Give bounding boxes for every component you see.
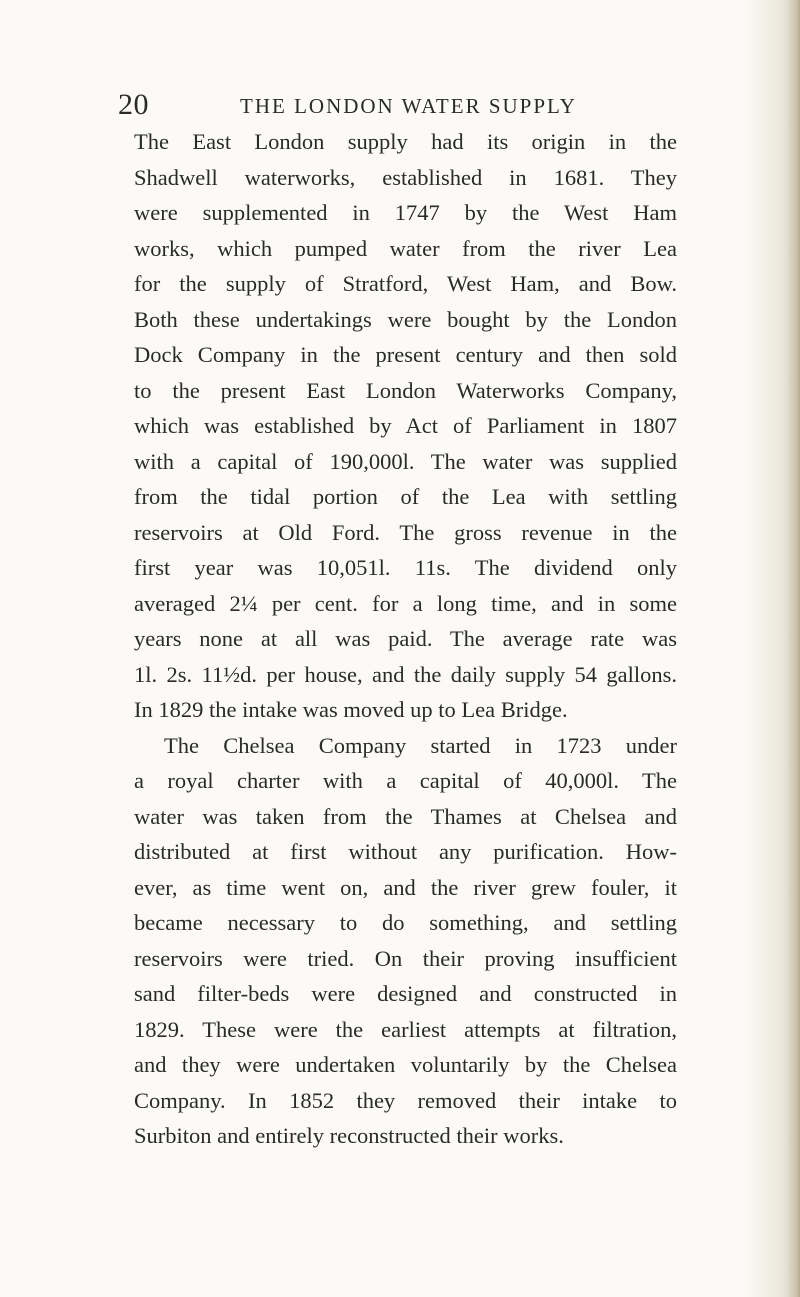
text-line: with a capital of 190,000l. The water was supplied [134, 448, 677, 474]
text-line: became necessary to do something, and settling [134, 910, 677, 935]
text-line: and they were undertaken voluntarily by the Chelsea [134, 1052, 677, 1077]
text-line: a royal charter with a capital of 40,000l. The [134, 768, 677, 793]
text-line: for the supply of Stratford, West Ham, and Bow. [134, 271, 677, 296]
running-head: THE LONDON WATER SUPPLY [240, 94, 577, 118]
text-line: first year was 10,051l. 11s. The dividend only [134, 555, 677, 580]
text-line: 1829. These were the earliest attempts at filtration, [134, 1016, 677, 1042]
text-line: Company. In 1852 they removed their intake to [134, 1087, 677, 1113]
page-header [118, 88, 678, 128]
text-line: which was established by Act of Parliament in 1807 [134, 413, 677, 438]
text-line: The Chelsea Company started in 1723 under [164, 732, 677, 758]
text-line: from the tidal portion of the Lea with settling [134, 484, 677, 509]
text-line: to the present East London Waterworks Company, [134, 377, 677, 403]
body-text [134, 124, 677, 1154]
text-line: works, which pumped water from the river Lea [134, 235, 677, 261]
text-line: Shadwell waterworks, established in 1681. They [134, 164, 677, 190]
text-line: years none at all was paid. The average rate was [134, 626, 677, 651]
text-line: distributed at first without any purification. How- [134, 839, 677, 864]
text-line: Surbiton and entirely reconstructed their works. [134, 1123, 564, 1148]
text-line: ever, as time went on, and the river grew fouler, it [134, 874, 677, 900]
page-number: 20 [118, 88, 149, 121]
page-edge-shadow [786, 0, 800, 1297]
text-line: Dock Company in the present century and then sold [134, 342, 677, 367]
text-line: In 1829 the intake was moved up to Lea Bridge. [134, 697, 568, 722]
text-line: reservoirs at Old Ford. The gross revenue in the [134, 519, 677, 545]
text-line: reservoirs were tried. On their proving insufficient [134, 945, 677, 971]
text-line: averaged 2¼ per cent. for a long time, and in some [134, 590, 677, 616]
text-line: were supplemented in 1747 by the West Ham [134, 200, 677, 225]
text-line: sand filter-beds were designed and constructed in [134, 981, 677, 1006]
text-line: water was taken from the Thames at Chelsea and [134, 803, 677, 829]
text-line: 1l. 2s. 11½d. per house, and the daily supply 54 gallons. [134, 661, 677, 687]
text-line: Both these undertakings were bought by the London [134, 306, 677, 332]
text-line: The East London supply had its origin in the [134, 129, 677, 154]
